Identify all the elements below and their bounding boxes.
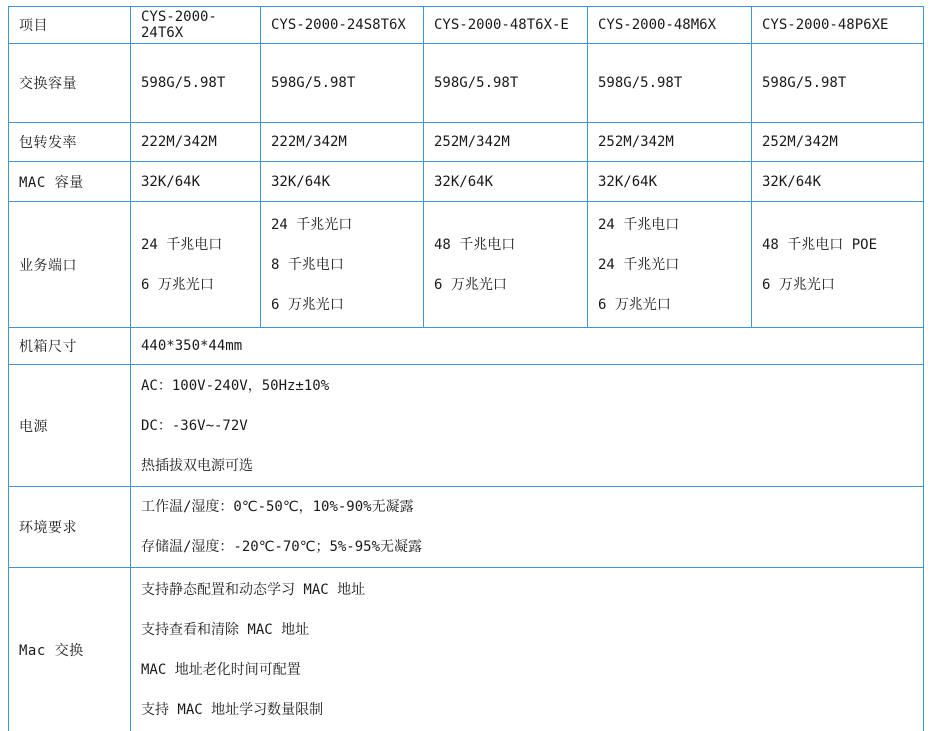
row-environment (9, 487, 924, 568)
cell-environment (131, 487, 924, 568)
port-line: 6 万兆光口 (762, 276, 835, 293)
mac-feature-line: 支持静态配置和动态学习 MAC 地址 (141, 581, 366, 598)
power-line-redundant: 热插拔双电源可选 (141, 457, 253, 474)
row-label-mac-switching: Mac 交换 (9, 568, 131, 731)
port-line: 6 万兆光口 (141, 276, 214, 293)
cell-forwarding-rate: 252M/342M (424, 123, 588, 162)
port-line: 6 万兆光口 (434, 276, 507, 293)
header-cell-model-24s8t6x: CYS-2000-24S8T6X (261, 7, 424, 44)
mac-feature-line: 支持查看和清除 MAC 地址 (141, 621, 310, 638)
cell-mac-capacity: 32K/64K (588, 162, 752, 202)
port-line: 8 千兆电口 (271, 256, 344, 273)
spec-table (8, 6, 924, 731)
cell-forwarding-rate: 222M/342M (261, 123, 424, 162)
row-label-chassis-size: 机箱尺寸 (9, 328, 131, 365)
row-chassis-size (9, 328, 924, 365)
cell-switch-capacity: 598G/5.98T (752, 44, 924, 123)
port-line: 24 千兆电口 (141, 236, 223, 253)
row-label-environment: 环境要求 (9, 487, 131, 568)
row-power (9, 365, 924, 487)
cell-service-ports (588, 202, 752, 328)
row-service-ports (9, 202, 924, 328)
row-label-mac-capacity: MAC 容量 (9, 162, 131, 202)
cell-forwarding-rate: 252M/342M (588, 123, 752, 162)
mac-feature-line: MAC 地址老化时间可配置 (141, 661, 301, 678)
cell-mac-capacity: 32K/64K (261, 162, 424, 202)
header-cell-model-48t6x-e: CYS-2000-48T6X-E (424, 7, 588, 44)
mac-feature-line: 支持 MAC 地址学习数量限制 (141, 701, 324, 718)
port-line: 24 千兆电口 (598, 216, 680, 233)
environment-line-operating: 工作温/湿度：0℃-50℃，10%-90%无凝露 (141, 499, 414, 515)
port-line: 6 万兆光口 (271, 296, 344, 313)
row-label-forwarding-rate: 包转发率 (9, 123, 131, 162)
cell-switch-capacity: 598G/5.98T (131, 44, 261, 123)
cell-power (131, 365, 924, 487)
row-label-switch-capacity: 交换容量 (9, 44, 131, 123)
row-mac-switching (9, 568, 924, 731)
environment-line-storage: 存储温/湿度：-20℃-70℃；5%-95%无凝露 (141, 539, 423, 555)
header-cell-model-24t6x: CYS-2000-24T6X (131, 7, 261, 44)
cell-service-ports (424, 202, 588, 328)
cell-chassis-size: 440*350*44mm (131, 328, 924, 365)
power-line-dc: DC：-36V~-72V (141, 417, 248, 434)
cell-service-ports (131, 202, 261, 328)
row-mac-capacity (9, 162, 924, 202)
cell-mac-switching (131, 568, 924, 731)
cell-switch-capacity: 598G/5.98T (588, 44, 752, 123)
cell-service-ports (261, 202, 424, 328)
cell-forwarding-rate: 222M/342M (131, 123, 261, 162)
row-switch-capacity (9, 44, 924, 123)
cell-forwarding-rate: 252M/342M (752, 123, 924, 162)
port-line: 48 千兆电口 (434, 236, 516, 253)
cell-switch-capacity: 598G/5.98T (261, 44, 424, 123)
port-line: 48 千兆电口 POE (762, 236, 878, 253)
cell-mac-capacity: 32K/64K (752, 162, 924, 202)
header-cell-model-48m6x: CYS-2000-48M6X (588, 7, 752, 44)
row-label-power: 电源 (9, 365, 131, 487)
header-cell-item: 项目 (9, 7, 131, 44)
cell-switch-capacity: 598G/5.98T (424, 44, 588, 123)
cell-mac-capacity: 32K/64K (424, 162, 588, 202)
cell-mac-capacity: 32K/64K (131, 162, 261, 202)
port-line: 24 千兆光口 (271, 216, 353, 233)
cell-service-ports (752, 202, 924, 328)
header-row (9, 7, 924, 44)
row-label-service-ports: 业务端口 (9, 202, 131, 328)
port-line: 6 万兆光口 (598, 296, 671, 313)
row-forwarding-rate (9, 123, 924, 162)
header-cell-model-48p6xe: CYS-2000-48P6XE (752, 7, 924, 44)
port-line: 24 千兆光口 (598, 256, 680, 273)
power-line-ac: AC：100V-240V，50Hz±10% (141, 377, 330, 394)
